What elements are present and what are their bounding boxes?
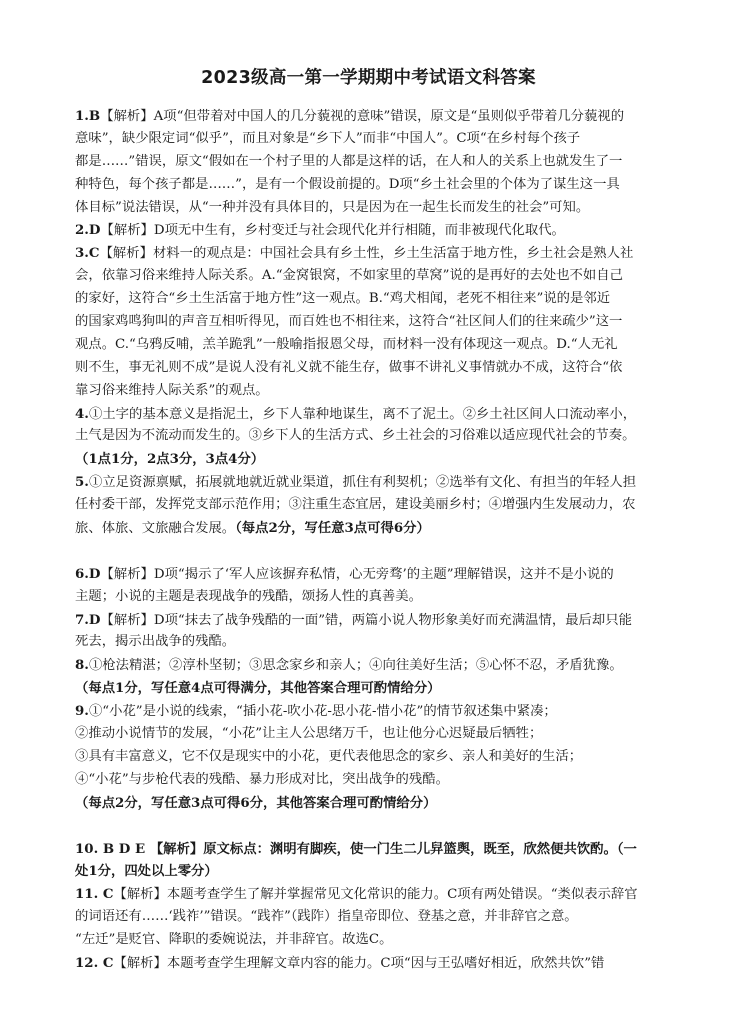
answer-text: 土气是因为不流动而发生的。③乡下人的生活方式、乡土社会的习俗难以适应现代社会的节奏。 — [75, 428, 636, 444]
question-number: 6.D — [75, 565, 101, 582]
answer-text: ①枪法精湛；②淳朴坚韧；③思念家乡和亲人；④向往美好生活；⑤心怀不忍，矛盾犹豫。 — [88, 658, 623, 674]
answer-line — [75, 288, 675, 311]
answer-text: 任村委干部，发挥党支部示范作用；③注重生态宜居，建设美丽乡村；④增强内生发展动力，农 — [75, 497, 636, 513]
answer-line — [75, 494, 675, 517]
answer-text: “左迁”是贬官、降职的委婉说法，并非辞官。故选C。 — [75, 932, 393, 948]
question-number: 7.D — [75, 611, 101, 628]
answer-line — [75, 425, 675, 448]
question-number: 4. — [75, 405, 89, 422]
answer-line — [75, 219, 675, 242]
question-number: 2.D — [75, 222, 101, 239]
answer-text: 【解析】D项“揭示了‘军人应该摒弃私情，心无旁骛’的主题”理解错误，这并不是小说的 — [100, 566, 614, 582]
answer-line — [75, 792, 675, 815]
answer-line — [75, 357, 675, 380]
answer-text: ②推动小说情节的发展，“小花”让主人公思绪万千，也让他分心迟疑最后牺牲； — [75, 726, 543, 742]
answer-line — [75, 151, 675, 174]
answer-line — [75, 700, 675, 723]
scoring-note: （每点2分，写任意3点可得6分，其他答案合理可酌情给分） — [75, 794, 437, 811]
answer-text: 意味”，缺少限定词“似乎”，而且对象是“乡下人”而非“中国人”。C项“在乡村每个孩子 — [75, 130, 581, 146]
answer-line — [75, 929, 675, 952]
answer-text: 的家好，这符合“乡土生活富于地方性”这一观点。B.“鸡犬相闻，老死不相往来”说的是邻近 — [75, 291, 611, 307]
answer-text: 都是……”错误，原文“假如在一个村子里的人都是这样的话，在人和人的关系上也就发生了一 — [75, 153, 623, 169]
scoring-note: （每点2分，写任意3点可得6分） — [235, 520, 430, 537]
answer-line — [75, 242, 675, 265]
blank-line — [75, 815, 675, 838]
scoring-note: （1点1分，2点3分，3点4分） — [75, 451, 265, 468]
answer-line — [75, 265, 675, 288]
answer-text: 的国家鸡鸣狗叫的声音互相听得见，而百姓也不相往来，这符合“社区间人们的往来疏少”这一 — [75, 314, 623, 330]
answer-line — [75, 563, 675, 586]
scoring-note: （每点1分，写任意4点可得满分，其他答案合理可酌情给分） — [75, 680, 441, 697]
question-number: 8. — [75, 657, 89, 674]
blank-line — [75, 540, 675, 563]
answer-line — [75, 769, 675, 792]
answer-line — [75, 609, 675, 632]
document-title: 2023级高一第一学期期中考试语文科答案 — [201, 68, 536, 88]
answer-line — [75, 517, 675, 540]
answer-text: 【解析】D项无中生有，乡村变迁与社会现代化并行相随，而非被现代化取代。 — [100, 223, 565, 239]
answer-line — [75, 128, 675, 151]
answer-text: 【解析】A项“但带着对中国人的几分藐视的意味”错误，原文是“虽则似乎带着几分藐视的 — [100, 109, 625, 124]
answer-text: 的词语还有……‘践祚’”错误。“践祚”（践阼）指皇帝即位、登基之意，并非辞官之意。 — [75, 909, 578, 925]
answer-line — [75, 448, 675, 471]
answer-line — [75, 105, 675, 128]
answer-text: 【解析】本题考查学生了解并掌握常见文化常识的能力。C项有两处错误。“类似表示辞官 — [113, 887, 638, 903]
answer-line — [75, 311, 675, 334]
answer-text: 【解析】材料一的观点是：中国社会具有乡土性，乡土生活富于地方性，乡土社会是熟人社 — [99, 246, 634, 262]
question-number: 1.B — [75, 108, 101, 124]
scoring-note: 【解析】原文标点：渊明有脚疾，使一门生二儿舁篮舆，既至，欣然便共饮酌。（一 — [145, 840, 637, 857]
answer-text: 【解析】本题考查学生理解文章内容的能力。C项“因与王弘嗜好相近，欣然共饮”错 — [113, 955, 605, 971]
answer-line — [75, 883, 675, 906]
answer-line — [75, 174, 675, 197]
question-number: 12. C — [75, 954, 114, 971]
answer-text: ①土字的基本意义是指泥土，乡下人靠种地谋生，离不了泥土。②乡土社区间人口流动率小， — [88, 406, 637, 422]
question-number: 10. B D E — [75, 840, 146, 857]
answer-text: ③具有丰富意义，它不仅是现实中的小花，更代表他思念的家乡、亲人和美好的生活； — [75, 748, 583, 764]
answer-text: 死去，揭示出战争的残酷。 — [75, 634, 236, 650]
answer-text: 主题；小说的主题是表现战争的残酷，颂扬人性的真善美。 — [75, 588, 422, 604]
answer-text: 旅、体旅、文旅融合发展。 — [75, 521, 236, 537]
question-number: 11. C — [75, 886, 114, 903]
answer-line — [75, 654, 675, 677]
answer-text: 体目标”说法错误，从“一种并没有具体目的，只是因为在一起生长而发生的社会”可知。 — [75, 199, 590, 215]
answer-text: 则不生，事无礼则不成”是说人没有礼义就不能生存，做事不讲礼义事情就办不成，这符合“依 — [75, 359, 623, 375]
answer-line — [75, 906, 675, 929]
answer-line — [75, 334, 675, 357]
scoring-note: 处1分，四处以上零分） — [75, 863, 218, 880]
answer-body — [75, 105, 675, 975]
question-number: 3.C — [75, 245, 100, 262]
answer-text: 观点。C.“乌鸦反哺，羔羊跪乳”一般喻指报恩父母，而材料一没有体现这一观点。D.“人无礼 — [75, 336, 618, 352]
answer-text: 种特色，每个孩子都是……”，是有一个假设前提的。D项“乡土社会里的个体为了谋生这一具 — [75, 176, 620, 192]
answer-text: 靠习俗来维持人际关系”的观点。 — [75, 382, 269, 398]
answer-line — [75, 631, 675, 654]
answer-line — [75, 380, 675, 403]
answer-line — [75, 746, 675, 769]
question-number: 5. — [75, 474, 89, 491]
answer-line — [75, 952, 675, 975]
answer-text: ④“小花”与步枪代表的残酷、暴力形成对比，突出战争的残酷。 — [75, 771, 449, 787]
answer-line — [75, 586, 675, 609]
answer-line — [75, 677, 675, 700]
answer-line — [75, 197, 675, 220]
answer-text: ①立足资源禀赋，拓展就地就近就业渠道，抓住有利契机；②选举有文化、有担当的年轻人担 — [88, 475, 637, 491]
answer-text: ①“小花”是小说的线索，“插小花-吹小花-思小花-惜小花”的情节叙述集中紧凑； — [88, 704, 557, 720]
answer-line — [75, 723, 675, 746]
answer-text: 【解析】D项“抹去了战争残酷的一面”错，两篇小说人物形象美好而充满温情，最后却只能 — [100, 612, 632, 628]
answer-line — [75, 860, 675, 883]
answer-line — [75, 471, 675, 494]
question-number: 9. — [75, 703, 89, 720]
answer-text: 会，依靠习俗来维持人际关系。A.“金窝银窝，不如家里的草窝”说的是再好的去处也不如自己 — [75, 268, 623, 284]
answer-line — [75, 838, 675, 861]
answer-line — [75, 403, 675, 426]
